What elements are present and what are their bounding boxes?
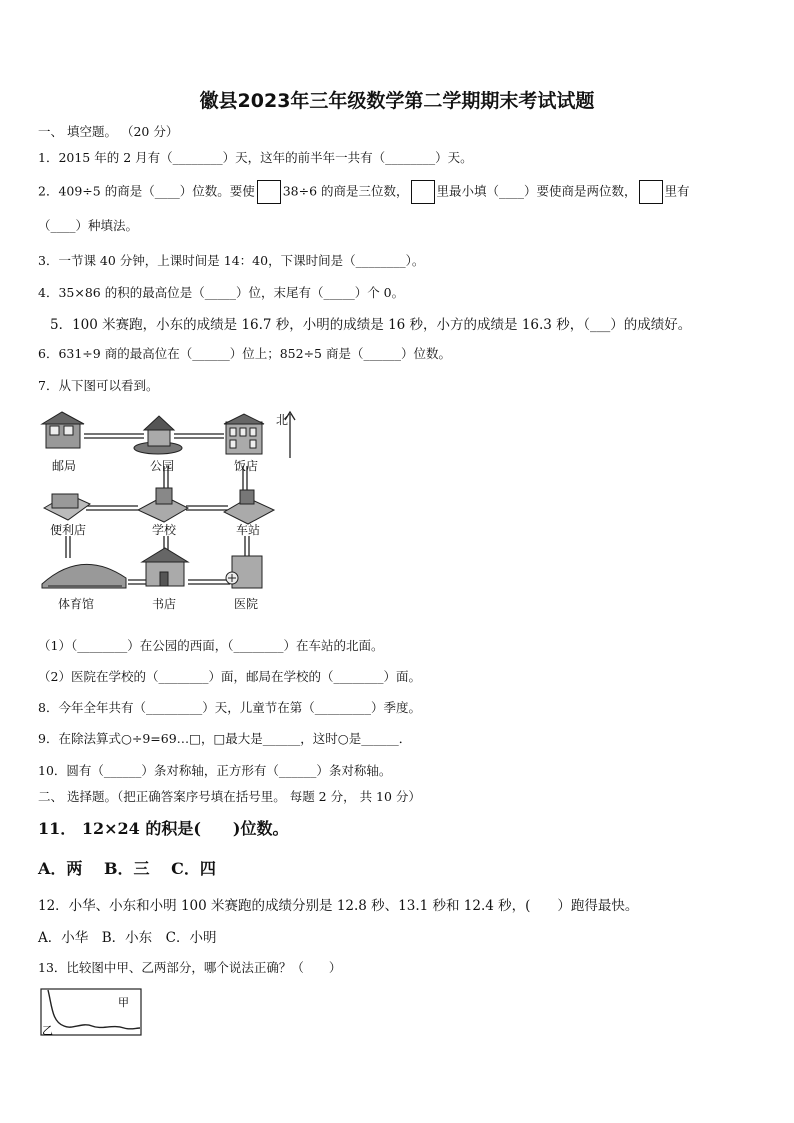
question-1: 1．2015 年的 2 月有（________）天，这年的前半年一共有（________）天。 <box>38 150 473 165</box>
park-icon <box>134 416 182 454</box>
station-icon <box>224 490 274 524</box>
question-7: 7．从下图可以看到。 <box>38 378 159 393</box>
question-3: 3．一节课 40 分钟，上课时间是 14：40，下课时间是（________）。 <box>38 253 425 268</box>
place-convenience-store: 便利店 <box>50 523 87 537</box>
figure-13-svg <box>40 988 142 1036</box>
school-icon <box>138 488 188 522</box>
stadium-icon <box>42 564 126 588</box>
restaurant-icon <box>224 414 264 454</box>
label-yi: 乙 <box>42 1024 53 1036</box>
question-5: 5．100 米赛跑，小东的成绩是 16.7 秒，小明的成绩是 16 秒，小方的成绩是 16.3 秒，（___）的成绩好。 <box>50 317 692 333</box>
hospital-icon <box>226 556 262 588</box>
label-jia: 甲 <box>118 996 129 1009</box>
direction-map <box>38 408 298 618</box>
question-11: 11． 12×24 的积是( )位数。 <box>38 819 289 838</box>
section-1-heading: 一、 填空题。 （20 分） <box>38 124 179 139</box>
place-park: 公园 <box>150 459 175 473</box>
question-10: 10．圆有（______）条对称轴，正方形有（______）条对称轴。 <box>38 763 392 778</box>
question-12-options: A．小华 B．小东 C．小明 <box>38 930 217 946</box>
question-2-part-4: 里有 <box>664 183 690 199</box>
place-stadium: 体育馆 <box>58 597 95 611</box>
page-title: 徽县2023年三年级数学第二学期期末考试试题 <box>199 90 595 112</box>
question-4: 4．35×86 的积的最高位是（_____）位，末尾有（_____）个 0。 <box>38 285 405 300</box>
question-2-part-1: 2．409÷5 的商是（____）位数。要使 <box>38 183 255 199</box>
place-station: 车站 <box>236 523 261 537</box>
question-12: 12．小华、小东和小明 100 米赛跑的成绩分别是 12.8 秒、13.1 秒和 12.4 秒，( ）跑得最快。 <box>38 898 639 914</box>
place-bookstore: 书店 <box>152 597 177 611</box>
question-2-part-2: 38÷6 的商是三位数， <box>282 183 409 199</box>
blank-box-2 <box>411 180 435 204</box>
question-7-part-2: （2）医院在学校的（________）面，邮局在学校的（________）面。 <box>38 669 421 684</box>
question-8: 8．今年全年共有（_________）天，儿童节在第（_________）季度。 <box>38 700 421 715</box>
place-school: 学校 <box>152 523 177 537</box>
figure-13 <box>40 988 142 1036</box>
question-2-continued: （____）种填法。 <box>38 218 139 233</box>
question-11-options: A．两 B．三 C．四 <box>38 859 216 878</box>
place-post-office: 邮局 <box>52 459 77 473</box>
blank-box-1 <box>257 180 281 204</box>
place-hospital: 医院 <box>234 597 259 611</box>
north-label: 北 <box>276 413 289 427</box>
place-restaurant: 饭店 <box>234 459 259 473</box>
bookstore-icon <box>142 548 188 586</box>
question-7-part-1: （1）（________）在公园的西面，（________）在车站的北面。 <box>38 638 384 653</box>
question-9: 9．在除法算式○÷9=69…□，□最大是______，这时○是______． <box>38 731 412 746</box>
direction-map-svg <box>38 408 298 618</box>
section-2-heading: 二、 选择题。（把正确答案序号填在括号里。 每题 2 分， 共 10 分） <box>38 789 421 804</box>
convenience-store-icon <box>44 494 90 520</box>
question-2-part-3: 里最小填（____）要使商是两位数， <box>436 183 637 199</box>
question-13: 13．比较图中甲、乙两部分，哪个说法正确？（ ） <box>38 960 342 975</box>
question-2 <box>38 180 690 204</box>
post-office-icon <box>42 412 84 448</box>
question-6: 6．631÷9 商的最高位在（______）位上；852÷5 商是（______）位数。 <box>38 346 451 361</box>
blank-box-3 <box>639 180 663 204</box>
